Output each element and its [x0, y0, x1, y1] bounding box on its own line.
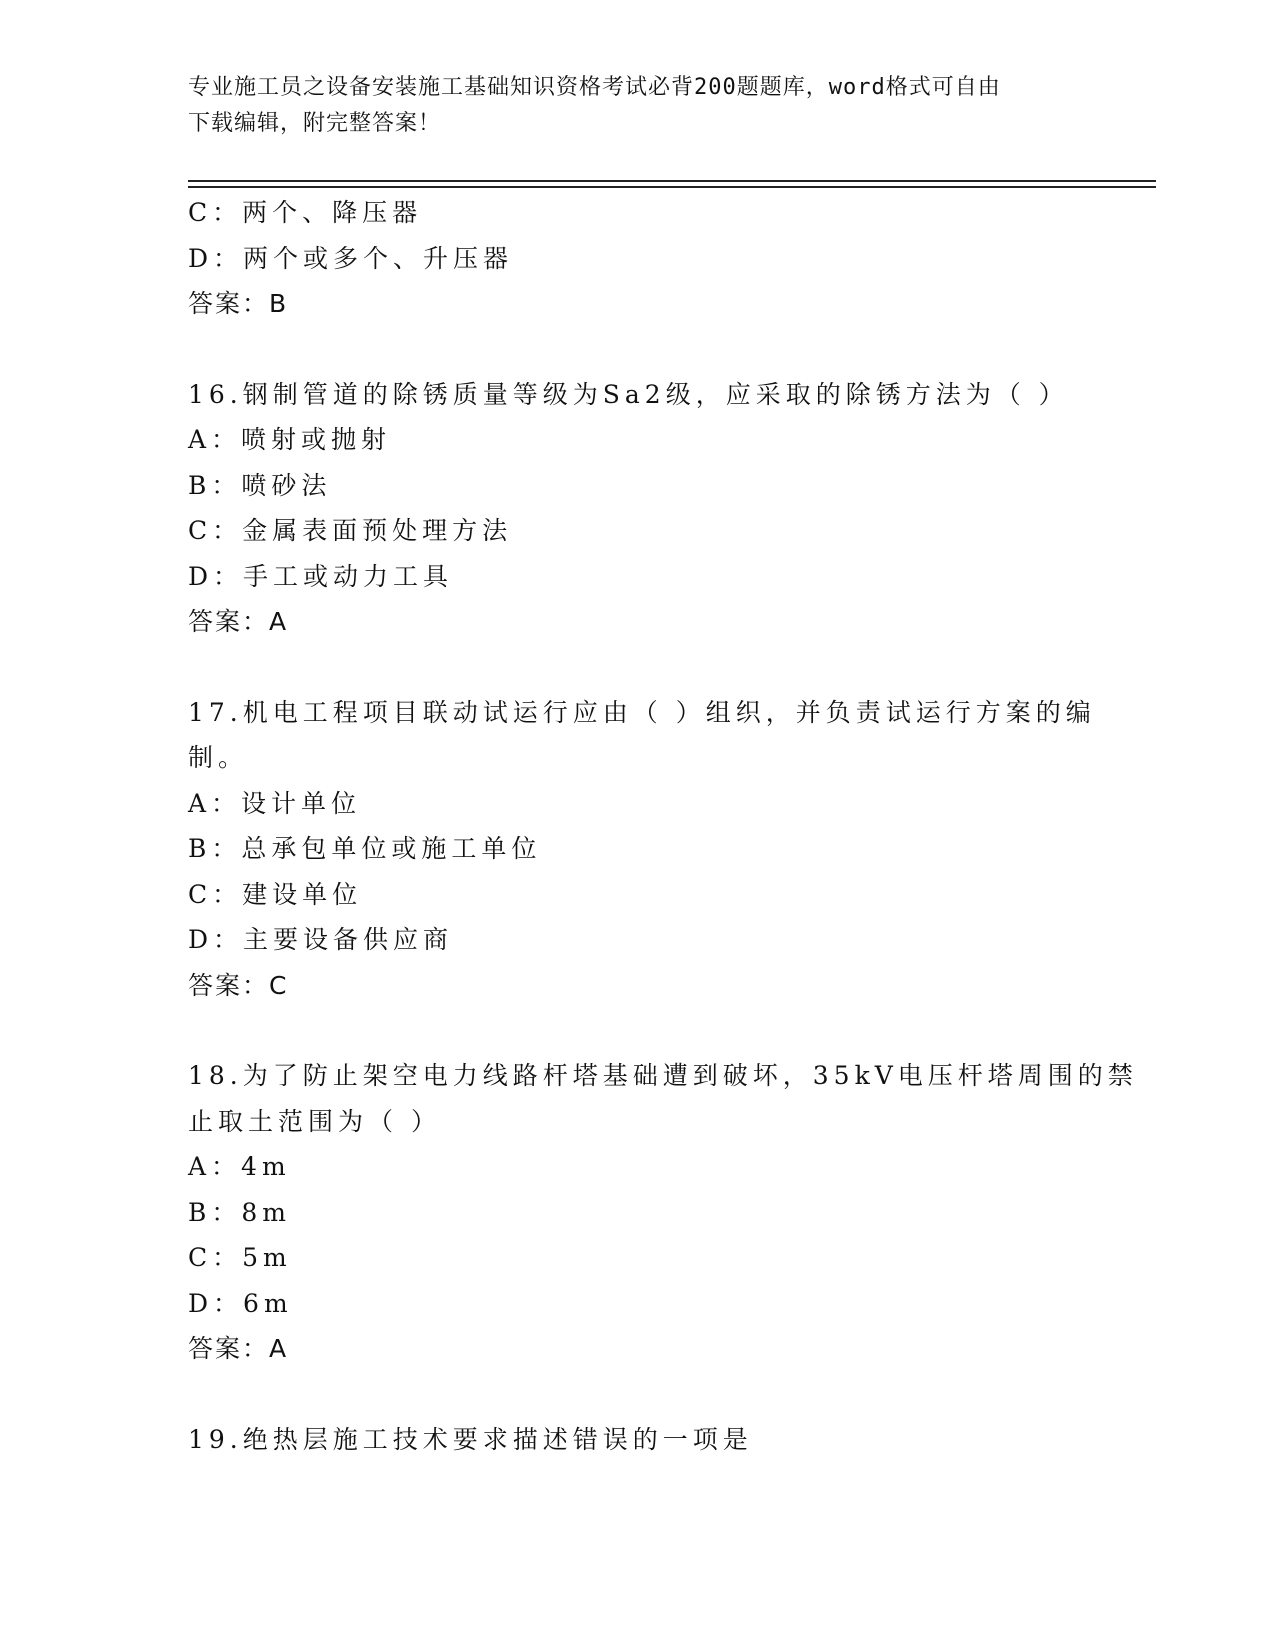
spacer: [188, 1008, 1108, 1053]
question-block-16: [188, 372, 1108, 645]
question-block-18: [188, 1053, 1138, 1372]
option-c: C：金属表面预处理方法: [188, 516, 513, 545]
option-b: B：喷砂法: [188, 470, 332, 500]
option-d: D：6m: [188, 1288, 293, 1318]
header-title-line-1: 专业施工员之设备安装施工基础知识资格考试必背200题题库，word格式可自由: [188, 75, 1001, 100]
answer-line: 答案：C: [188, 970, 289, 1000]
spacer: [188, 1372, 1108, 1417]
option-d: D：主要设备供应商: [188, 925, 454, 954]
document-body: [188, 190, 1138, 1462]
option-c: C：5m: [188, 1243, 292, 1272]
answer-line: 答案：A: [188, 607, 289, 636]
option-a: A：喷射或抛射: [188, 425, 392, 454]
question-block-15: [188, 190, 1108, 327]
question-text: 19.绝热层施工技术要求描述错误的一项是: [188, 1424, 753, 1454]
question-block-17: [188, 690, 1108, 1009]
spacer: [188, 645, 1108, 690]
spacer: [188, 327, 1108, 372]
question-text-line-1: 17.机电工程项目联动试运行应由（ ）组织，并负责试运行方案的编: [188, 697, 1096, 727]
question-text-line-2: 止取土范围为（ ）: [188, 1106, 441, 1136]
option-c: C：建设单位: [188, 879, 363, 909]
answer-line: 答案：A: [188, 1334, 289, 1363]
document-header: [188, 70, 1088, 142]
option-c: C：两个、降压器: [188, 198, 423, 227]
header-title-line-2: 下载编辑，附完整答案！: [188, 111, 442, 136]
header-divider-top: [188, 180, 1156, 182]
option-d: D：两个或多个、升压器: [188, 243, 514, 273]
question-block-19: [188, 1417, 1108, 1463]
option-b: B：8m: [188, 1197, 291, 1227]
option-b: B：总承包单位或施工单位: [188, 834, 542, 863]
option-d: D：手工或动力工具: [188, 561, 454, 591]
answer-line: 答案：B: [188, 289, 289, 318]
option-a: A：4m: [188, 1152, 291, 1181]
question-text: 16.钢制管道的除锈质量等级为Sa2级，应采取的除锈方法为（ ）: [188, 379, 1069, 409]
question-text-line-1: 18.为了防止架空电力线路杆塔基础遭到破坏，35kV电压杆塔周围的禁: [188, 1061, 1138, 1090]
header-divider-bottom: [188, 186, 1156, 188]
option-a: A：设计单位: [188, 788, 362, 818]
question-text-line-2: 制。: [188, 743, 249, 772]
